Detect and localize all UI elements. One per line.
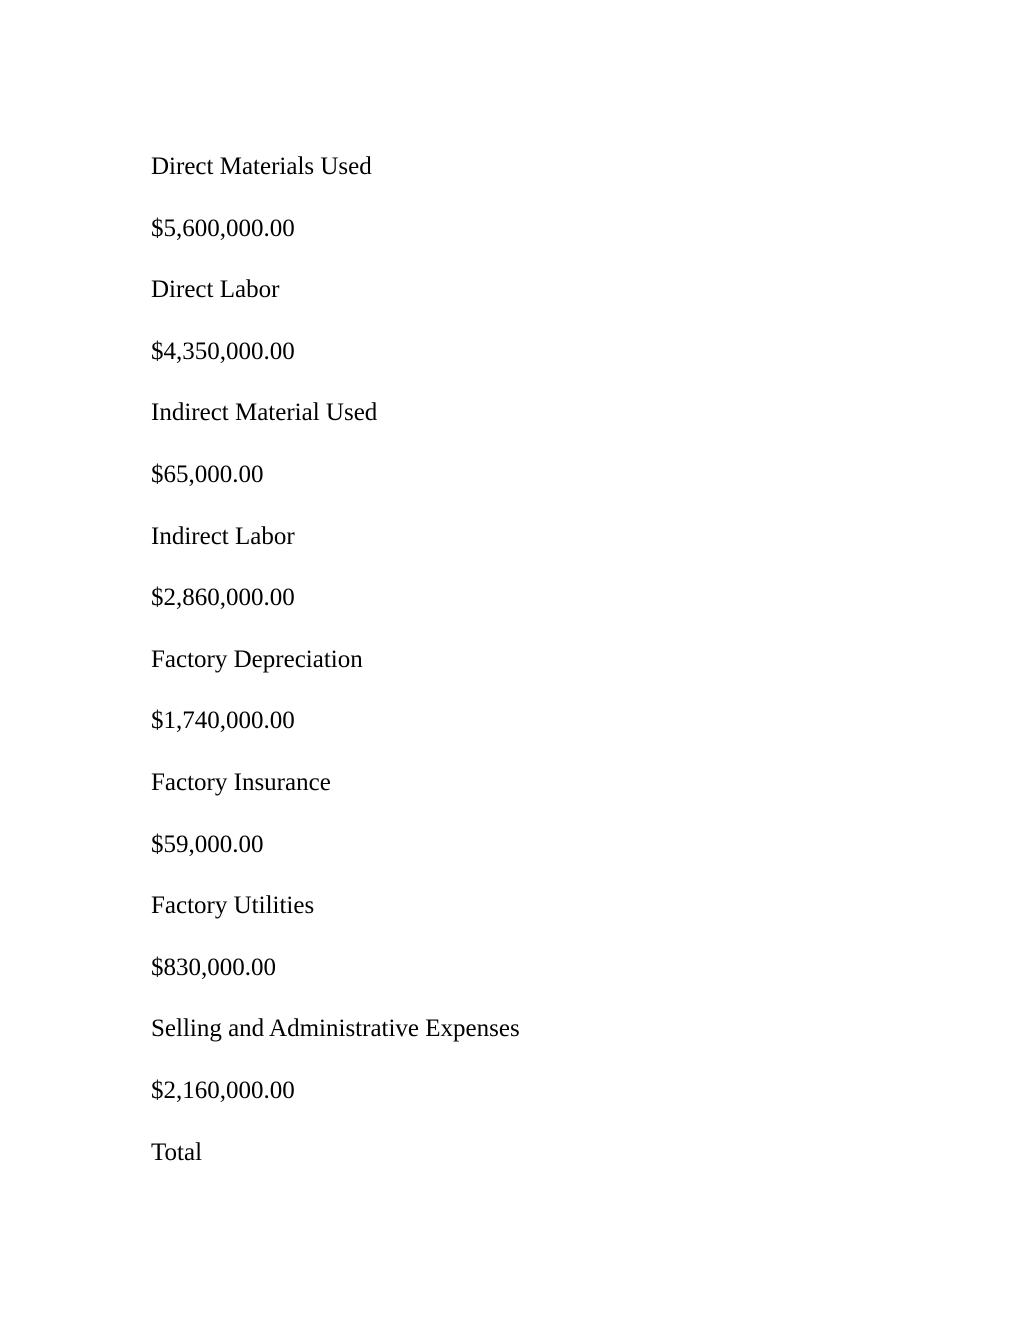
item-amount: $830,000.00 <box>151 953 276 981</box>
item-label: Direct Labor <box>151 276 280 304</box>
item-label: Direct Materials Used <box>151 153 372 180</box>
item-amount: $65,000.00 <box>151 460 264 488</box>
item-label: Indirect Labor <box>151 522 295 550</box>
item-amount: $4,350,000.00 <box>151 337 295 365</box>
item-label: Indirect Material Used <box>151 399 378 427</box>
cost-list <box>151 150 911 1197</box>
item-amount: $5,600,000.00 <box>151 214 295 242</box>
item-label: Selling and Administrative Expenses <box>151 1015 520 1043</box>
item-amount: $59,000.00 <box>151 830 264 858</box>
item-amount: $2,160,000.00 <box>151 1076 295 1104</box>
total-label: Total <box>151 1138 203 1166</box>
item-amount: $2,860,000.00 <box>151 584 295 612</box>
item-label: Factory Insurance <box>151 768 331 796</box>
item-amount: $1,740,000.00 <box>151 707 295 735</box>
item-label: Factory Depreciation <box>151 645 363 673</box>
item-label: Factory Utilities <box>151 892 315 920</box>
